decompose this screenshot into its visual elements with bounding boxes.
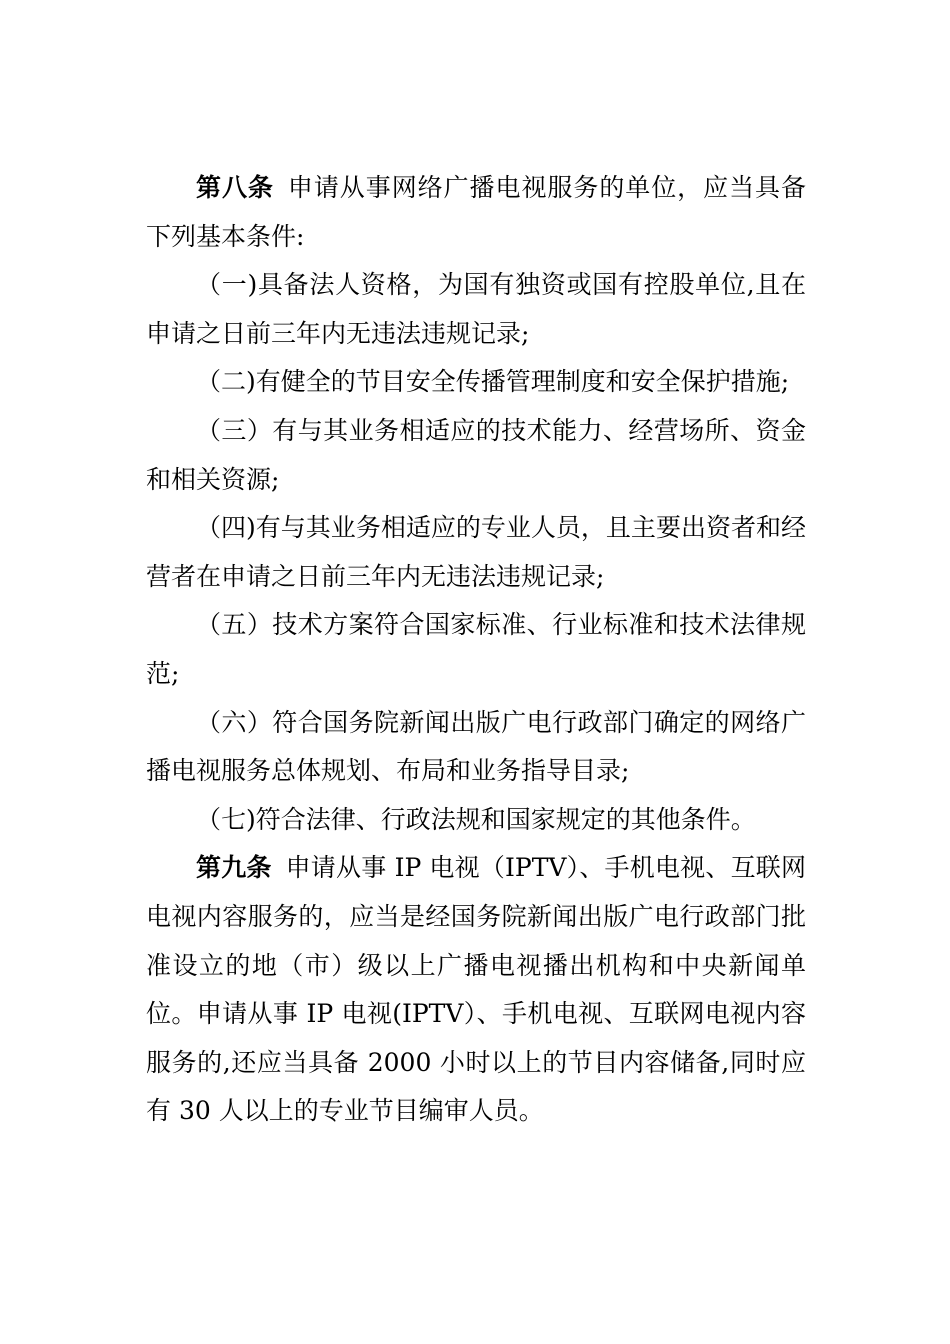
- article-8-item-6: （六）符合国务院新闻出版广电行政部门确定的网络广播电视服务总体规划、布局和业务指导目录;: [146, 707, 806, 786]
- article-8-item-7: （七)符合法律、行政法规和国家规定的其他条件。: [196, 804, 756, 834]
- article-8-item-3: （三）有与其业务相适应的技术能力、经营场所、资金和相关资源;: [146, 415, 806, 494]
- article-8-item-5: （五）技术方案符合国家标准、行业标准和技术法律规范;: [146, 610, 806, 688]
- article-8-item-2: （二)有健全的节目安全传播管理制度和安全保护措施;: [196, 367, 790, 397]
- document-page: [146, 164, 806, 1136]
- article-9-heading: 第九条: [196, 853, 272, 883]
- article-8-heading: 第八条: [196, 173, 274, 202]
- article-9: [146, 844, 806, 1136]
- article-8-item-4: （四)有与其业务相适应的专业人员，且主要出资者和经营者在申请之日前三年内无违法违规记录;: [146, 513, 806, 591]
- article-9-text: 申请从事 IP 电视（IPTV）、手机电视、互联网电视内容服务的，应当是经国务院新闻出版广电行政部门批准设立的地（市）级以上广播电视播出机构和中央新闻单位。申请从事 IP 电视(IPTV）、手机电视、互联网电视内容服务的,还应当具备 2000 小时以上的节目内容储备,同时应有 30 人以上的专业节目编审人员。: [146, 853, 806, 1126]
- article-8-intro: [146, 164, 806, 261]
- article-8-item-1: （一)具备法人资格，为国有独资或国有控股单位,且在申请之日前三年内无违法违规记录;: [146, 270, 806, 348]
- article-8-text: 申请从事网络广播电视服务的单位，应当具备下列基本条件:: [146, 173, 806, 251]
